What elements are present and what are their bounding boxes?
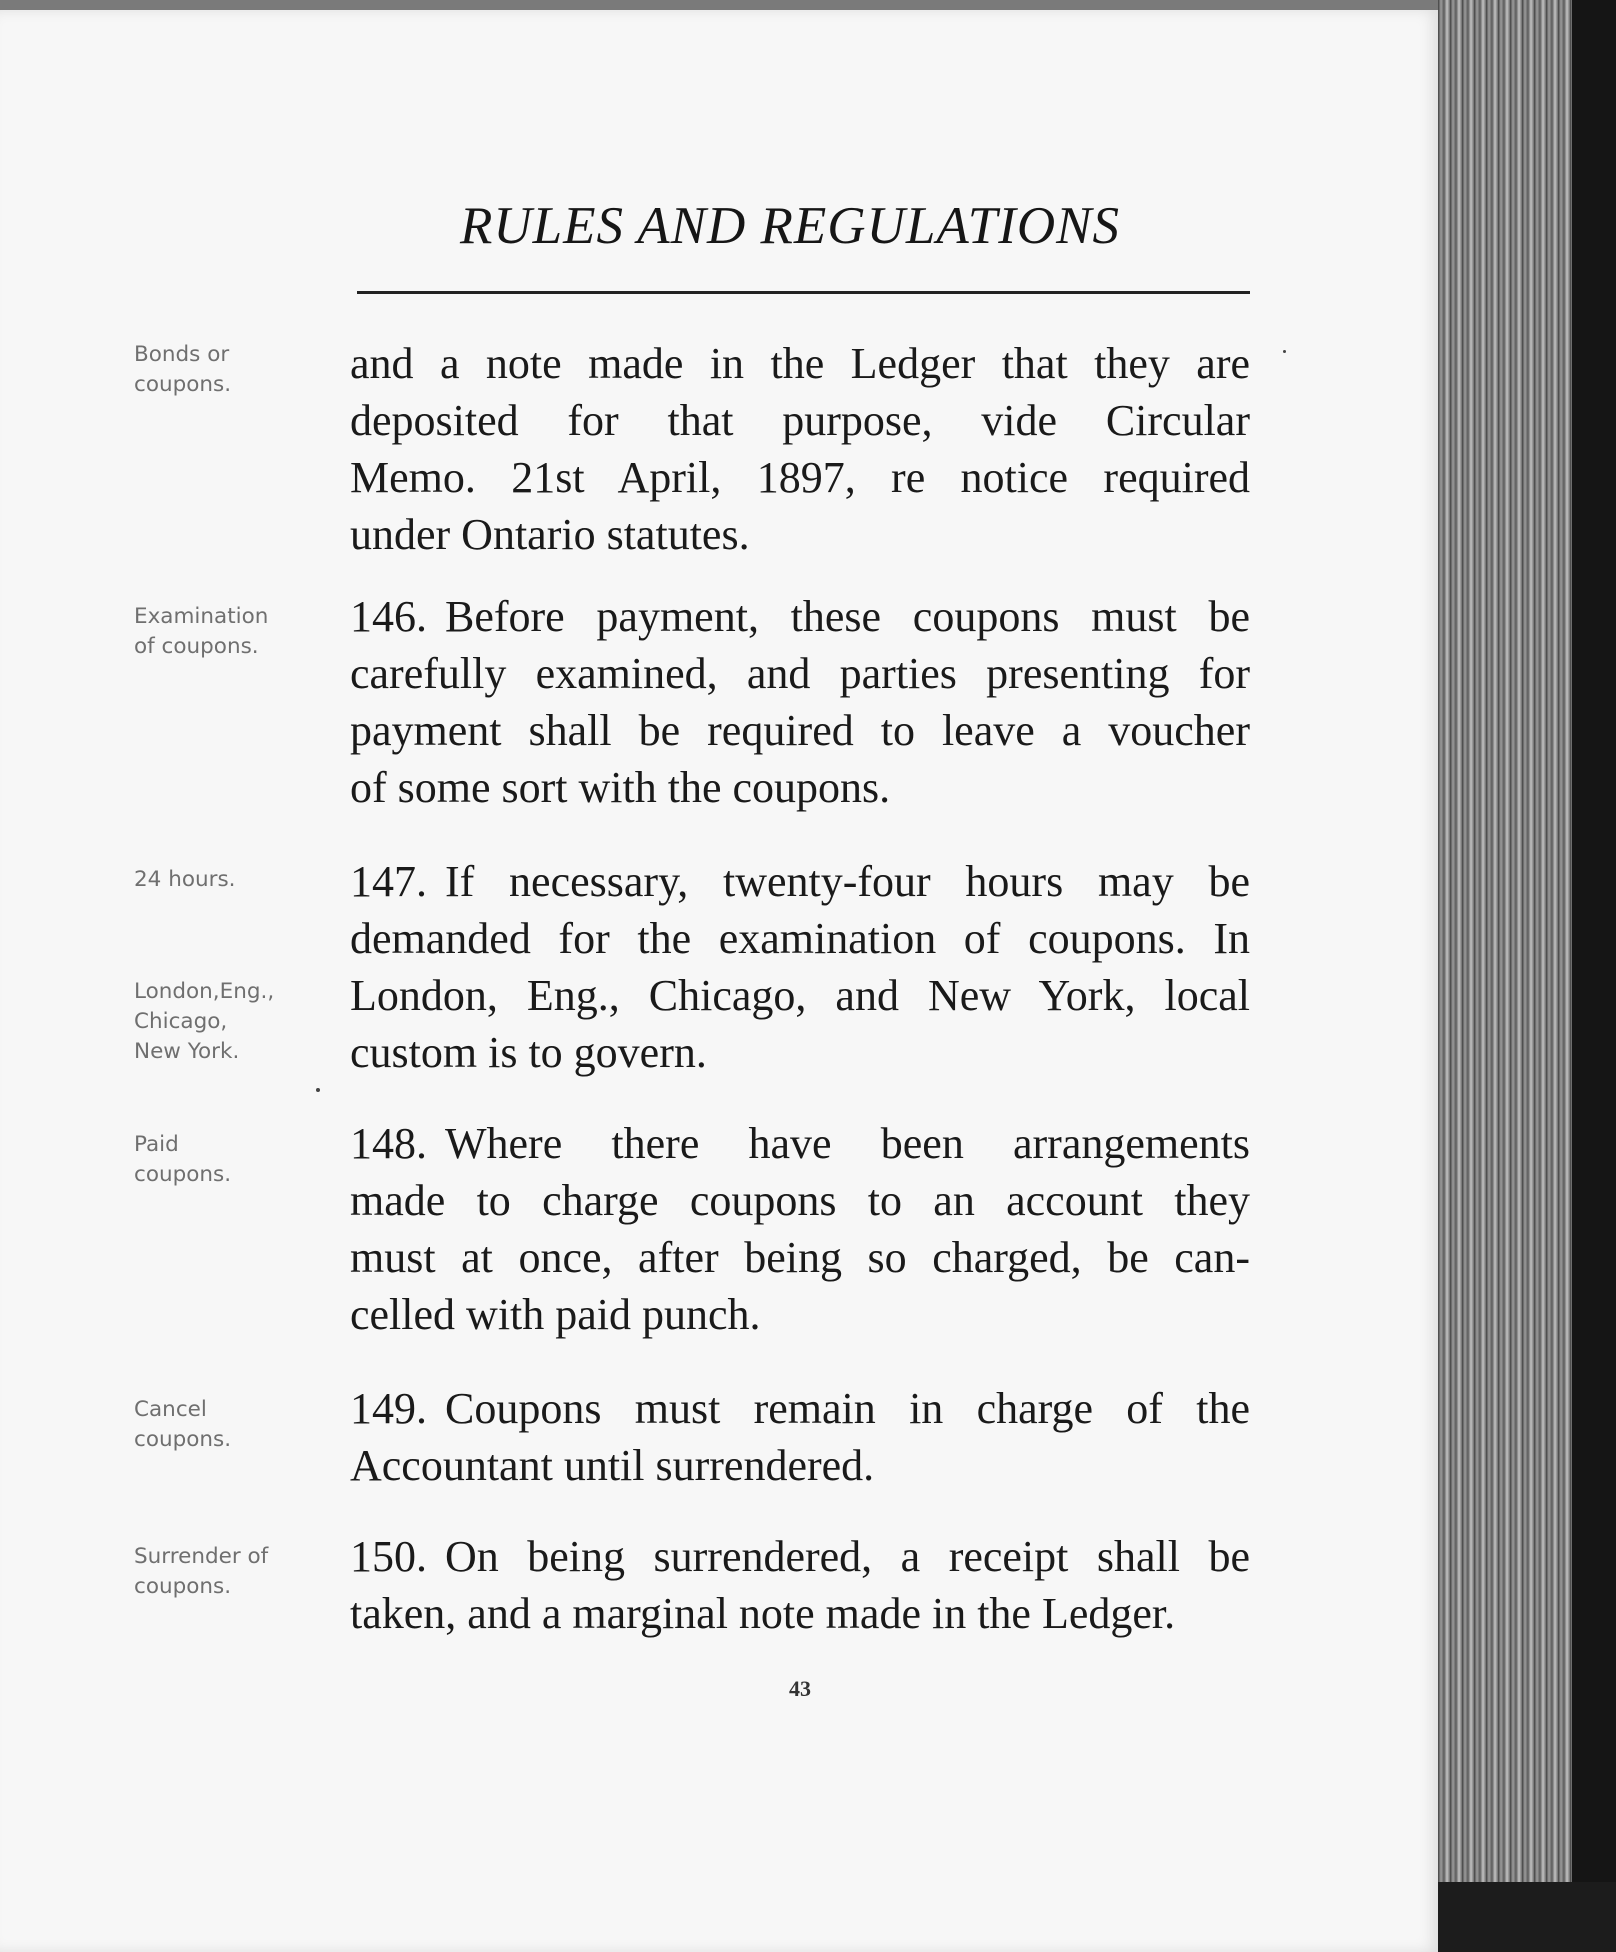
paragraph-line: made to charge coupons to an account they bbox=[350, 1176, 1250, 1225]
paragraph-line bbox=[350, 1115, 1250, 1172]
paragraph-line: taken, and a marginal note made in the Ledger. bbox=[350, 1589, 1176, 1638]
paragraph-line bbox=[350, 1380, 1250, 1437]
paragraph-text: If necessary, twenty-four hours may be bbox=[445, 857, 1250, 906]
edge-shadow bbox=[1572, 0, 1616, 1952]
paragraph-number: 150. bbox=[350, 1532, 427, 1581]
paragraph-line: under Ontario statutes. bbox=[350, 510, 750, 559]
margin-note-line: Paid bbox=[134, 1132, 179, 1157]
paragraph-text: Where there have been arrangements bbox=[445, 1119, 1250, 1168]
paragraph-continuation bbox=[350, 335, 1250, 563]
margin-note-line: 24 hours. bbox=[134, 867, 236, 892]
paragraph-line: celled with paid punch. bbox=[350, 1290, 761, 1339]
margin-note-line: Cancel bbox=[134, 1397, 207, 1422]
paragraph-line bbox=[350, 853, 1250, 910]
margin-note-line: Surrender of bbox=[134, 1544, 269, 1569]
paragraph-line: deposited for that purpose, vide Circular bbox=[350, 396, 1250, 445]
paragraph-line: and a note made in the Ledger that they are bbox=[350, 339, 1250, 388]
paragraph-150 bbox=[350, 1528, 1250, 1642]
margin-note-london bbox=[134, 977, 334, 1067]
margin-note-24-hours bbox=[134, 865, 334, 895]
paragraph-line: payment shall be required to leave a voucher bbox=[350, 706, 1250, 755]
edge-shadow-lower bbox=[1438, 1882, 1616, 1952]
paragraph-line: Accountant until surrendered. bbox=[350, 1441, 875, 1490]
margin-note-line: Bonds or bbox=[134, 342, 230, 367]
margin-note-line: New York. bbox=[134, 1039, 240, 1064]
paragraph-text: On being surrendered, a receipt shall be bbox=[445, 1532, 1250, 1581]
print-speck bbox=[316, 1088, 320, 1092]
paragraph-line bbox=[350, 1528, 1250, 1585]
paragraph-text: Before payment, these coupons must be bbox=[445, 592, 1250, 641]
paragraph-line: of some sort with the coupons. bbox=[350, 763, 891, 812]
paragraph-147 bbox=[350, 853, 1250, 1081]
margin-note-line: London,Eng., bbox=[134, 979, 275, 1004]
margin-note-line: Examination bbox=[134, 604, 269, 629]
margin-note-examination bbox=[134, 602, 334, 662]
paragraph-line bbox=[350, 588, 1250, 645]
margin-note-line: coupons. bbox=[134, 1427, 232, 1452]
paragraph-number: 147. bbox=[350, 857, 427, 906]
paragraph-line: Memo. 21st April, 1897, re notice required bbox=[350, 453, 1250, 502]
margin-note-bonds bbox=[134, 340, 334, 400]
margin-note-line: coupons. bbox=[134, 372, 232, 397]
paragraph-148 bbox=[350, 1115, 1250, 1343]
paragraph-line: demanded for the examination of coupons. In bbox=[350, 914, 1250, 963]
page-number: 43 bbox=[789, 1676, 811, 1701]
margin-note-surrender bbox=[134, 1542, 334, 1602]
margin-note-line: of coupons. bbox=[134, 634, 259, 659]
head-rule bbox=[357, 291, 1250, 294]
margin-note-paid bbox=[134, 1130, 334, 1190]
margin-note-line: Chicago, bbox=[134, 1009, 228, 1034]
paragraph-line: London, Eng., Chicago, and New York, local bbox=[350, 971, 1250, 1020]
paragraph-line: must at once, after being so charged, be can- bbox=[350, 1233, 1250, 1282]
book-fore-edge bbox=[1438, 0, 1616, 1952]
paragraph-line: custom is to govern. bbox=[350, 1028, 707, 1077]
print-speck bbox=[1283, 350, 1286, 353]
paragraph-line: carefully examined, and parties presenting for bbox=[350, 649, 1250, 698]
running-head: RULES AND REGULATIONS bbox=[460, 197, 1120, 255]
paragraph-text: Coupons must remain in charge of the bbox=[445, 1384, 1250, 1433]
paragraph-number: 148. bbox=[350, 1119, 427, 1168]
margin-note-cancel bbox=[134, 1395, 334, 1455]
paragraph-149 bbox=[350, 1380, 1250, 1494]
paragraph-number: 146. bbox=[350, 592, 427, 641]
margin-note-line: coupons. bbox=[134, 1574, 232, 1599]
margin-note-line: coupons. bbox=[134, 1162, 232, 1187]
paragraph-146 bbox=[350, 588, 1250, 816]
paragraph-number: 149. bbox=[350, 1384, 427, 1433]
